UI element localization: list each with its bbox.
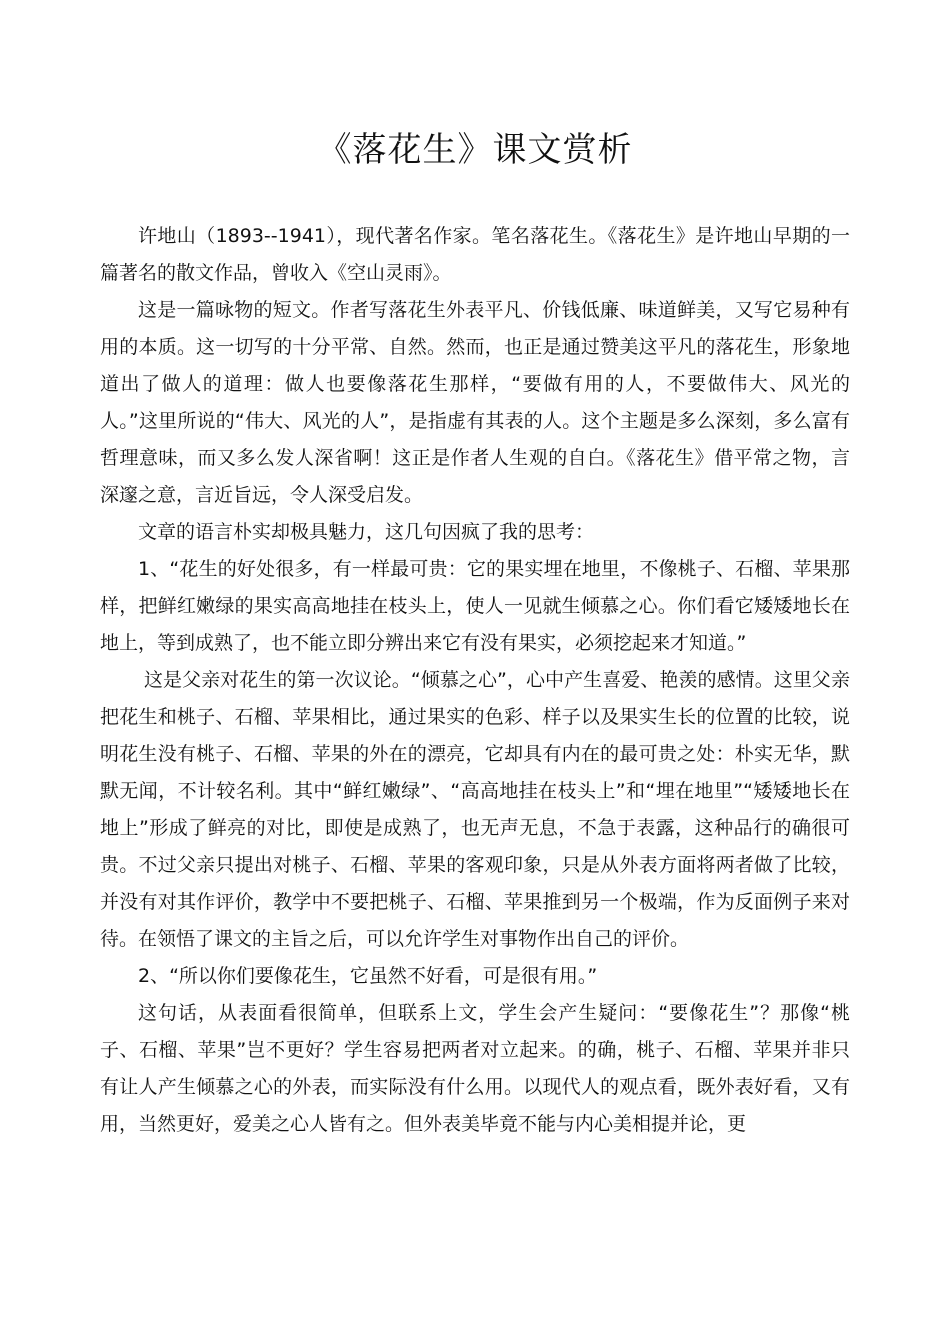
paragraph-quote-2: 2、“所以你们要像花生，它虽然不好看，可是很有用。” [138, 965, 598, 987]
paragraph-analysis-1: 这是父亲对花生的第一次议论。“倾慕之心”，心中产生喜爱、艳羡的感情。这里父亲把花生和桃子、石榴、苹果相比，通过果实的色彩、样子以及果实生长的位置的比较，说明花生没有桃子、石榴、苹果的外在的漂亮，它却具有内在的最可贵之处：朴实无华，默默无闻，不计较名利。其中“鲜红嫩绿”、“高高地挂在枝头上”和“埋在地里”“矮矮地长在地上”形成了鲜亮的对比，即使是成熟了，也无声无息，不急于表露，这种品行的确很可贵。不过父亲只提出对桃子、石榴、苹果的客观印象，只是从外表方面将两者做了比较，并没有对其作评价，教学中不要把桃子、石榴、苹果推到另一个极端，作为反面例子来对待。在领悟了课文的主旨之后，可以允许学生对事物作出自己的评价。 [100, 669, 850, 950]
paragraph-theme: 这是一篇咏物的短文。作者写落花生外表平凡、价钱低廉、味道鲜美，又写它易种有用的本质。这一切写的十分平常、自然。然而，也正是通过赞美这平凡的落花生，形象地道出了做人的道理：做人也要像落花生那样，“要做有用的人，不要做伟大、风光的人。”这里所说的“伟大、风光的人”，是指虚有其表的人。这个主题是多么深刻，多么富有哲理意味，而又多么发人深省啊！这正是作者人生观的自白。《落花生》借平常之物，言深邃之意，言近旨远，令人深受启发。 [100, 299, 850, 506]
paragraph-analysis-2: 这句话，从表面看很简单，但联系上文，学生会产生疑问：“要像花生”？那像“桃子、石榴、苹果”岂不更好？学生容易把两者对立起来。的确，桃子、石榴、苹果并非只有让人产生倾慕之心的外表，而实际没有什么用。以现代人的观点看，既外表好看，又有用，当然更好，爱美之心人皆有之。但外表美毕竟不能与内心美相提并论，更 [100, 1002, 850, 1135]
article-body [100, 218, 850, 1143]
paragraph-quote-1: 1、“花生的好处很多，有一样最可贵：它的果实埋在地里，不像桃子、石榴、苹果那样，把鲜红嫩绿的果实高高地挂在枝头上，使人一见就生倾慕之心。你们看它矮矮地长在地上，等到成熟了，也不能立即分辨出来它有没有果实，必须挖起来才知道。” [100, 558, 850, 654]
paragraph-language-intro: 文章的语言朴实却极具魅力，这几句因疯了我的思考： [138, 521, 595, 543]
paragraph-author-intro: 许地山（1893--1941），现代著名作家。笔名落花生。《落花生》是许地山早期的一篇著名的散文作品，曾收入《空山灵雨》。 [100, 225, 850, 284]
page-title: 《落花生》课文赏析 [317, 130, 633, 170]
